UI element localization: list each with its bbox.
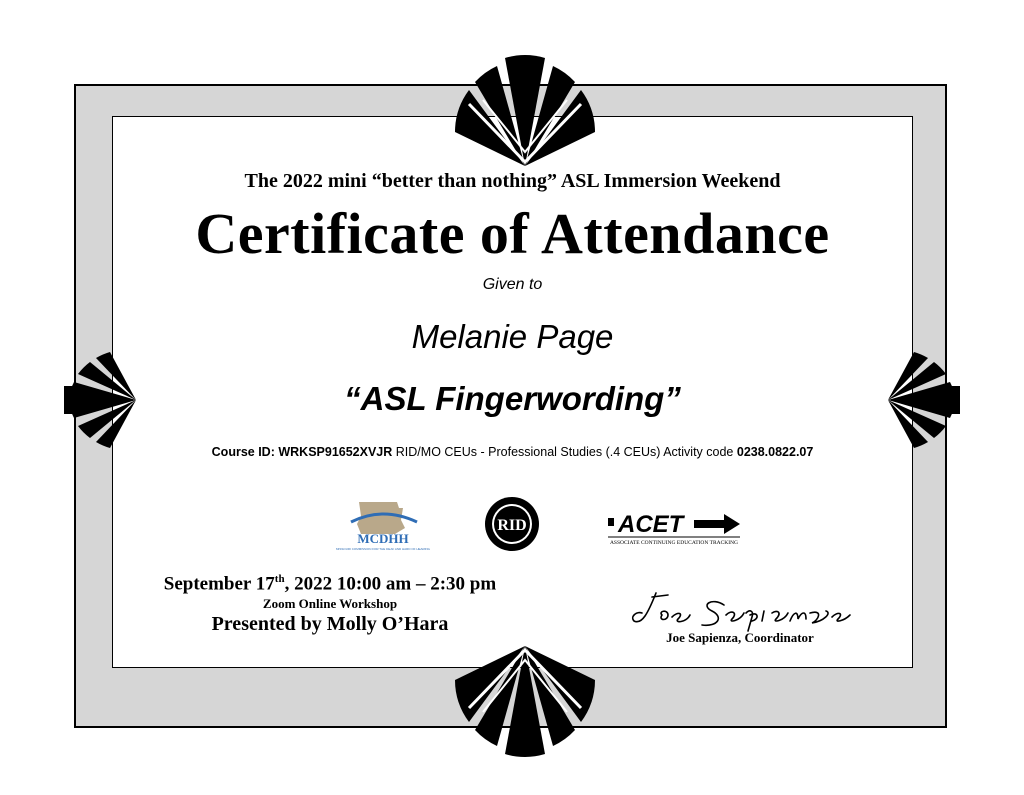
signature-label: Joe Sapienza, Coordinator: [666, 630, 814, 645]
event-venue: Zoom Online Workshop: [262, 596, 398, 612]
mcdhh-logo: [336, 498, 430, 552]
acet-logo-text: ACET: [618, 511, 684, 538]
event-line: The 2022 mini “better than nothing” ASL Immersion Weekend: [244, 170, 781, 192]
course-id: WRKSP91652XVJR: [278, 445, 393, 459]
handwritten-signature: [628, 583, 852, 635]
bottom-fan-ornament: [455, 646, 595, 758]
mcdhh-logo-text: MCDHH: [357, 531, 409, 546]
rid-logo-text: RID: [497, 517, 527, 534]
recipient-name: Melanie Page: [411, 318, 614, 355]
schedule-block: [140, 573, 520, 636]
presenter-line: Presented by Molly O’Hara: [211, 613, 449, 636]
course-title: “ASL Fingerwording”: [344, 380, 681, 417]
given-to-label: Given to: [482, 276, 543, 293]
certificate-title: Certificate of Attendance: [195, 201, 830, 266]
ceu-text: RID/MO CEUs - Professional Studies (.4 CEUs) Activity code: [395, 445, 734, 459]
acet-logo: [606, 508, 742, 548]
top-fan-ornament: [455, 54, 595, 166]
event-date: September 17th, 2022 10:00 am – 2:30 pm: [163, 573, 497, 595]
course-details: [112, 445, 913, 459]
mcdhh-logo-caption: MISSOURI COMMISSION FOR THE DEAF AND HARD OF HEARING: [336, 547, 430, 551]
activity-code: 0238.0822.07: [736, 445, 814, 459]
course-id-label: Course ID:: [211, 445, 275, 459]
acet-logo-caption: ASSOCIATE CONTINUING EDUCATION TRACKING: [609, 540, 739, 546]
rid-logo: [484, 496, 540, 552]
